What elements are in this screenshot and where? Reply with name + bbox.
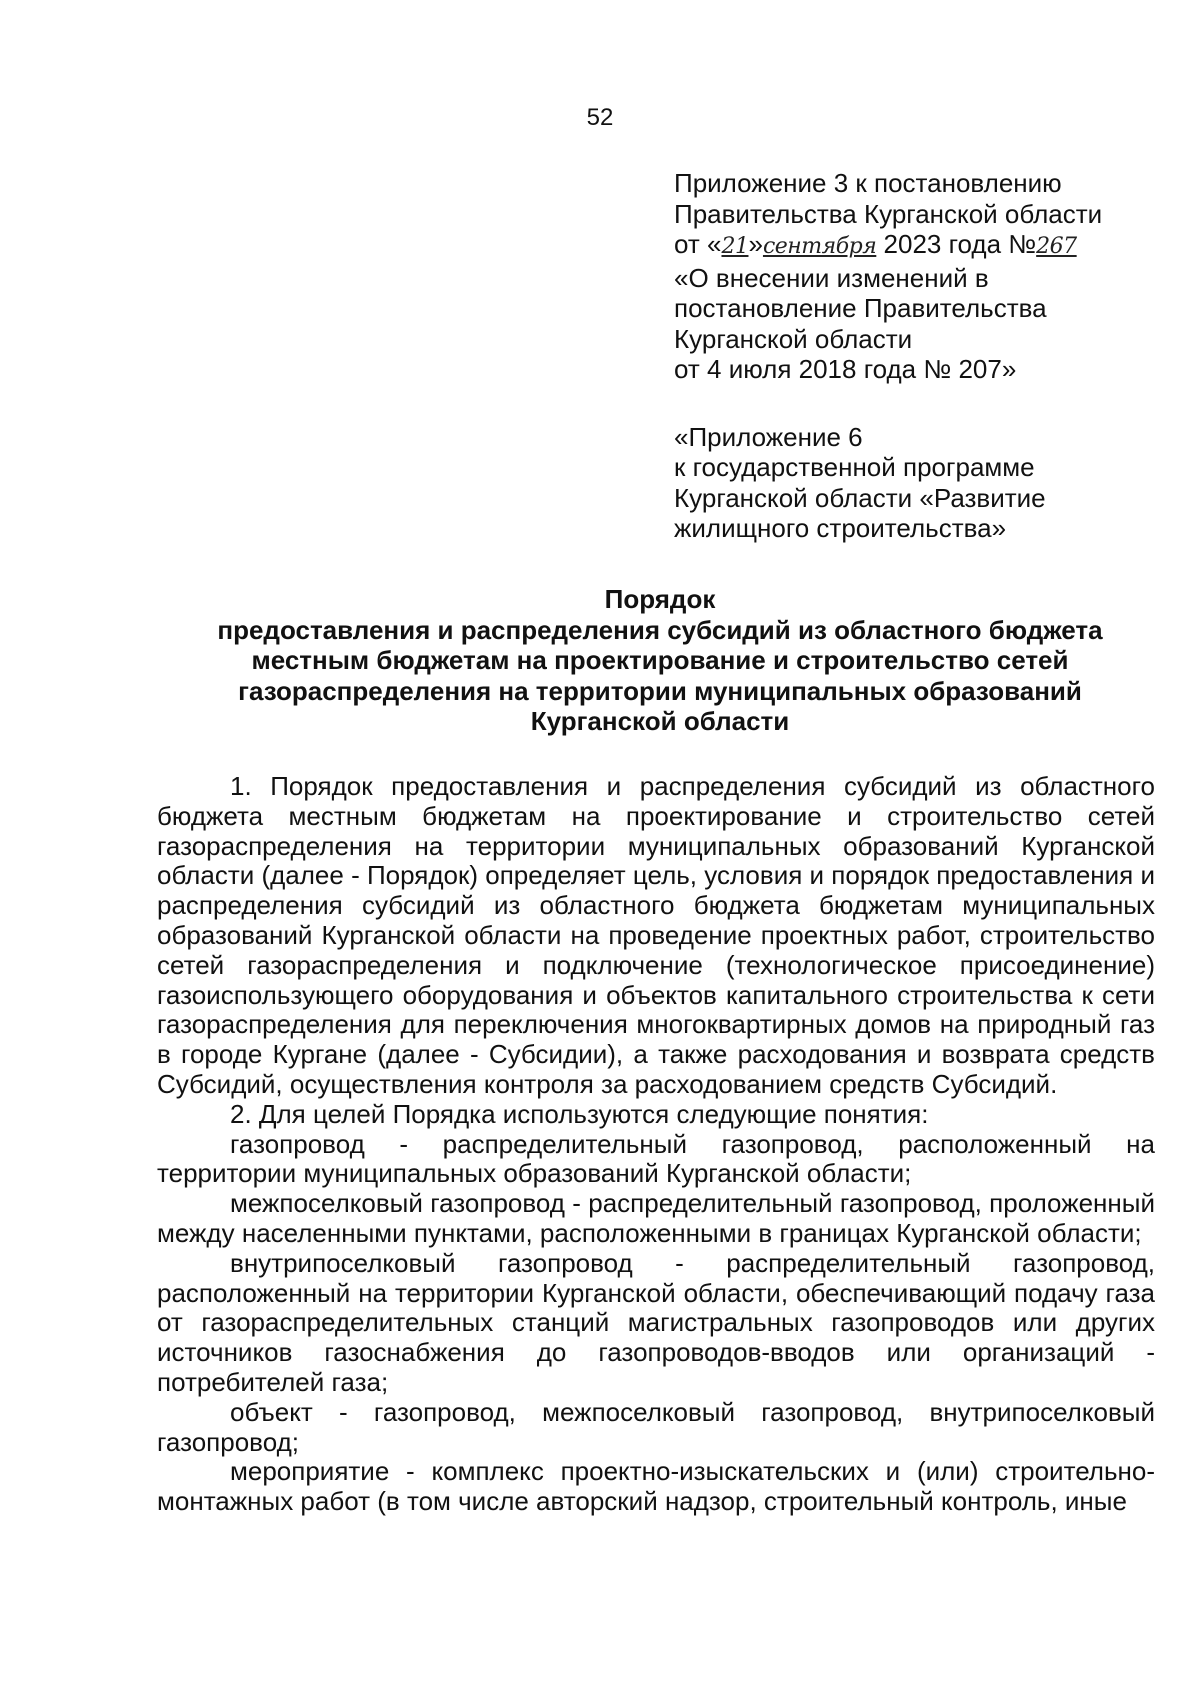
appendix-line: Курганской области	[674, 323, 913, 354]
paragraph: объект - газопровод, межпоселковый газопровод, внутрипоселковый газопровод;	[157, 1396, 1155, 1457]
program-line: жилищного строительства»	[674, 513, 1007, 543]
appendix-line: постановление Правительства	[674, 293, 1047, 323]
page-number: 52	[586, 104, 614, 131]
quote-close: »	[748, 229, 763, 259]
document-body	[157, 772, 1155, 1517]
title-line: предоставления и распределения субсидий из областного бюджета	[217, 614, 1103, 645]
program-line: к государственной программе	[674, 452, 1035, 482]
handwritten-number: 267	[1036, 234, 1077, 259]
appendix-line: от 4 июля 2018 года № 207»	[674, 354, 1017, 384]
handwritten-month: сентября	[762, 234, 877, 259]
title-line: местным бюджетам на проектирование и строительство сетей	[251, 645, 1069, 675]
paragraph: межпоселковый газопровод - распределительный газопровод, проложенный между населенными пунктами, расположенными в границах Курганской области;	[157, 1188, 1155, 1248]
appendix-line: «О внесении изменений в	[674, 262, 989, 293]
title-line: Курганской области	[530, 706, 790, 736]
appendix-line: Приложение 3 к постановлению	[674, 168, 1062, 198]
program-line: Курганской области «Развитие	[674, 482, 1046, 513]
paragraph: 2. Для целей Порядка используются следующие понятия:	[230, 1098, 929, 1129]
appendix-line: Правительства Курганской области	[674, 198, 1103, 229]
document-title	[160, 584, 1160, 737]
paragraph: внутрипоселковый газопровод - распределительный газопровод, расположенный на территории Курганской области, обеспечивающий подачу газа от газораспределительных станций магистральных газопроводов или других источников газоснабжения до газопроводов-вводов или организаций - потребителей газа;	[157, 1247, 1155, 1397]
paragraph: газопровод - распределительный газопровод, расположенный на территории муниципальных образований Курганской области;	[157, 1128, 1155, 1189]
paragraph: 1. Порядок предоставления и распределения субсидий из областного бюджета местным бюджетам на проектирование и строительство сетей газораспределения на территории муниципальных образований Курганской области (далее - Порядок) определяет цель, условия и порядок предоставления и распределения субсидий из областного бюджета бюджетам муниципальных образований Курганской области на проведение проектных работ, строительство сетей газораспределения и подключение (технологическое присоединение) газоиспользующего оборудования и объектов капитального строительства к сети газораспределения для переключения многоквартирных домов на природный газ в городе Кургане (далее - Субсидии), а также расходования и возврата средств Субсидий, осуществления контроля за расходованием средств Субсидий.	[157, 771, 1155, 1099]
appendix-date-line	[674, 229, 1144, 263]
paragraph: мероприятие - комплекс проектно-изыскательских и (или) строительно-монтажных работ (в том числе авторский надзор, строительный контроль, иные	[157, 1456, 1155, 1517]
date-prefix: от «	[674, 229, 722, 259]
handwritten-day: 21	[721, 234, 749, 259]
date-year: 2023 года №	[883, 229, 1037, 259]
title-line: Порядок	[604, 584, 716, 614]
program-line: «Приложение 6	[674, 421, 863, 452]
appendix-header	[674, 168, 1144, 544]
title-line: газораспределения на территории муниципальных образований	[238, 675, 1082, 706]
